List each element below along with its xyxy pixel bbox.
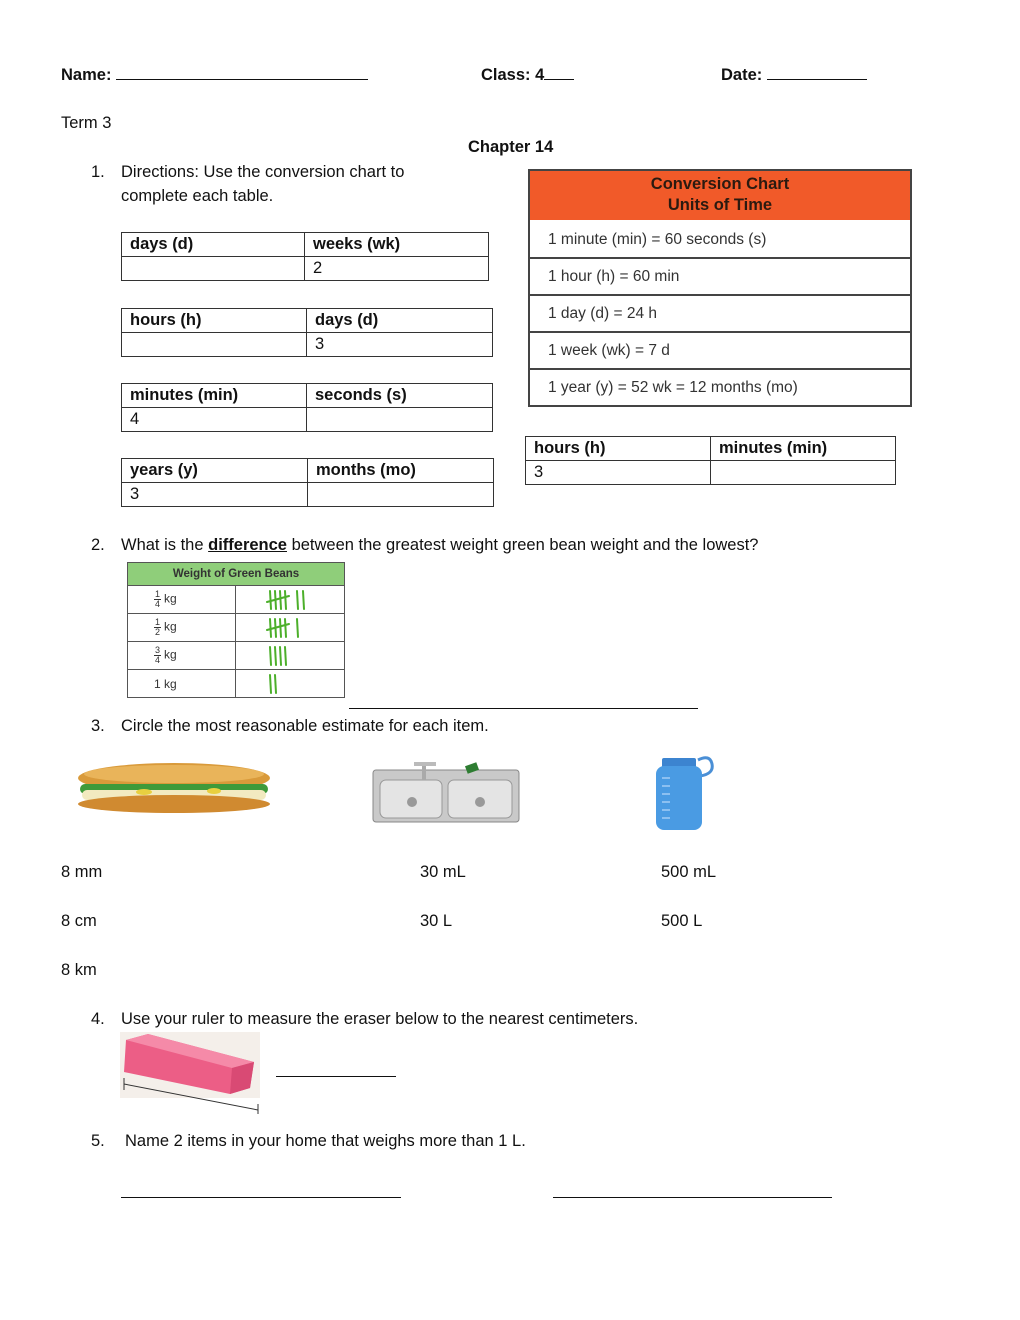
tally-cell [236,586,345,614]
class-field [481,63,574,85]
q1-text-line2: complete each table. [121,187,274,205]
conversion-row: 1 hour (h) = 60 min [530,257,910,294]
q5-text: Name 2 items in your home that weighs more than 1 L. [125,1132,526,1150]
table-cell-input[interactable] [122,257,305,281]
q2-text-before: What is the [121,536,209,554]
q5-answer-blank-2[interactable] [553,1197,832,1198]
table-header: seconds (s) [307,384,493,408]
days-weeks-table [121,232,489,281]
sink-option[interactable]: 30 L [420,912,453,930]
q5-number: 5. [91,1132,105,1150]
q2-text-after: between the greatest weight green bean weight and the lowest? [286,536,759,554]
weight-one-kg: 1 kg [128,670,236,698]
tally-cell [236,614,345,642]
class-blank[interactable] [544,63,574,80]
q1-number: 1. [91,163,105,181]
minutes-seconds-table [121,383,493,432]
weight-three-quarter-kg: $\frac{3}{4}$ kg [128,642,236,670]
table-cell: 4 [122,408,307,432]
chapter-title: Chapter 14 [468,138,554,156]
table-header: minutes (min) [122,384,307,408]
conversion-chart [528,169,912,407]
table-header: minutes (min) [711,437,896,461]
table-header: days (d) [307,309,493,333]
q3-text: Circle the most reasonable estimate for each item. [121,717,489,735]
tally-7-icon [236,586,344,613]
table-header: months (mo) [308,459,494,483]
q2-text [121,535,758,555]
date-blank[interactable] [767,63,867,80]
q1-text-line1: Directions: Use the conversion chart to [121,163,405,181]
table-cell-input[interactable] [122,333,307,357]
q4-text: Use your ruler to measure the eraser below to the nearest centimeters. [121,1010,639,1028]
q5-answer-blank-1[interactable] [121,1197,401,1198]
table-cell-input[interactable] [711,461,896,485]
bottle-option[interactable]: 500 L [661,912,703,930]
sink-image [372,760,520,824]
table-cell: 2 [305,257,489,281]
table-header: hours (h) [526,437,711,461]
q2-answer-blank[interactable] [349,708,698,709]
table-header: hours (h) [122,309,307,333]
sink-option[interactable]: 30 mL [420,863,466,881]
green-beans-table [127,562,345,698]
class-label: Class: 4 [481,66,545,84]
green-beans-title: Weight of Green Beans [128,563,345,586]
hours-minutes-table [525,436,896,485]
q4-number: 4. [91,1010,105,1028]
eraser-image [120,1032,262,1114]
q3-number: 3. [91,717,105,735]
sandwich-option[interactable]: 8 km [61,961,97,979]
name-blank[interactable] [116,63,368,80]
conversion-chart-title: Conversion Chart [650,175,790,193]
table-cell: 3 [122,483,308,507]
date-field [721,63,867,85]
name-field [61,63,368,85]
conversion-row: 1 week (wk) = 7 d [530,331,910,368]
table-header: days (d) [122,233,305,257]
eraser-answer-blank[interactable] [276,1076,396,1077]
conversion-row: 1 day (d) = 24 h [530,294,910,331]
name-label: Name: [61,66,112,84]
conversion-row: 1 minute (min) = 60 seconds (s) [548,231,767,248]
tally-cell [236,642,345,670]
date-label: Date: [721,66,763,84]
sandwich-option[interactable]: 8 cm [61,912,97,930]
table-cell-input[interactable] [308,483,494,507]
table-header: years (y) [122,459,308,483]
sandwich-option[interactable]: 8 mm [61,863,103,881]
tally-2-icon [236,670,344,697]
tally-6-icon [236,614,344,641]
conversion-row: 1 year (y) = 52 wk = 12 months (mo) [530,368,910,405]
term-label: Term 3 [61,114,112,132]
table-cell: 3 [307,333,493,357]
conversion-chart-subtitle: Units of Time [667,196,773,214]
q2-emphasis: difference [208,536,287,554]
tally-cell [236,670,345,698]
hours-days-table [121,308,493,357]
table-cell-input[interactable] [307,408,493,432]
water-bottle-image [652,752,718,832]
tally-4-icon [236,642,344,669]
sandwich-image [74,760,274,816]
weight-quarter-kg: $\frac{1}{4}$ kg [128,586,236,614]
table-cell: 3 [526,461,711,485]
weight-half-kg: $\frac{1}{2}$ kg [128,614,236,642]
q2-number: 2. [91,536,105,554]
conversion-chart-header [530,171,910,222]
table-header: weeks (wk) [305,233,489,257]
bottle-option[interactable]: 500 mL [661,863,717,881]
years-months-table [121,458,494,507]
